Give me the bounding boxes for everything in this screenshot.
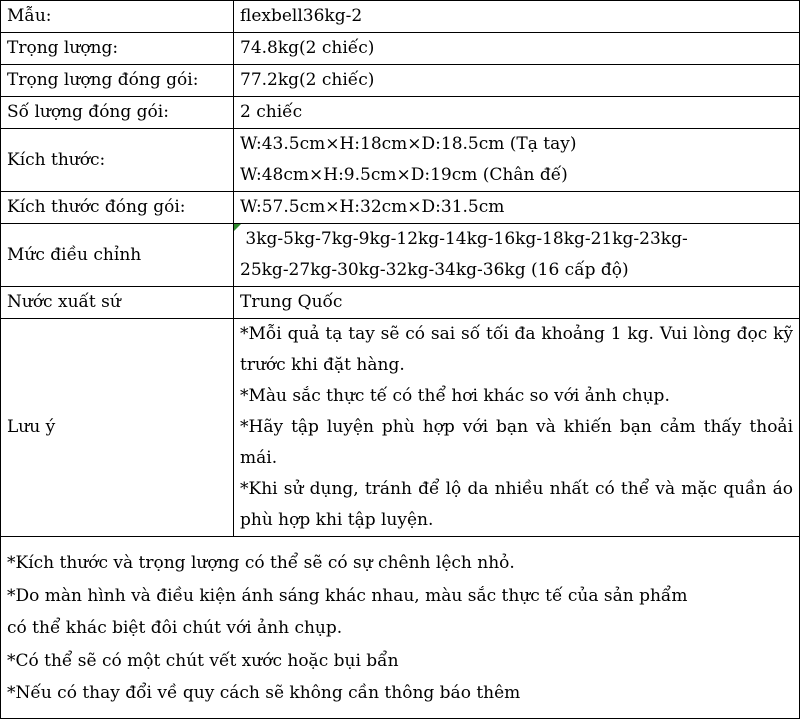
label-dimensions: Kích thước: — [1, 129, 234, 192]
value-weight-line: 74.8kg(2 chiếc) — [240, 38, 375, 58]
disclaimer-line: có thể khác biệt đôi chút với ảnh chụp. — [7, 618, 343, 638]
row-adjustment-levels — [1, 224, 799, 287]
value-package-dimensions-line: W:57.5cm×H:32cm×D:31.5cm — [240, 197, 505, 217]
disclaimer-line: *Có thể sẽ có một chút vết xước hoặc bụi bẩn — [7, 650, 399, 671]
cell-comment-marker — [234, 224, 241, 231]
value-package-weight — [234, 65, 800, 97]
row-origin — [1, 287, 799, 319]
value-dimensions-dumbbell: W:43.5cm×H:18cm×D:18.5cm (Tạ tay) — [240, 134, 577, 154]
disclaimer-block — [1, 537, 799, 710]
value-adjustment-levels-line-1: 3kg-5kg-7kg-9kg-12kg-14kg-16kg-18kg-21kg-23kg- — [240, 229, 688, 249]
spec-table — [1, 1, 799, 537]
disclaimer-line: *Do màn hình và điều kiện ánh sáng khác nhau, màu sắc thực tế của sản phẩm — [7, 585, 688, 606]
row-weight — [1, 33, 799, 65]
value-package-quantity-line: 2 chiếc — [240, 102, 303, 122]
value-package-quantity — [234, 97, 800, 129]
label-package-dimensions: Kích thước đóng gói: — [1, 192, 234, 224]
value-origin — [234, 287, 800, 319]
label-model: Mẫu: — [1, 1, 234, 33]
label-package-quantity: Số lượng đóng gói: — [1, 97, 234, 129]
value-model — [234, 1, 800, 33]
note-item: *Màu sắc thực tế có thể hơi khác so với ảnh chụp. — [240, 386, 670, 406]
value-dimensions-stand: W:48cm×H:9.5cm×D:19cm (Chân đế) — [240, 165, 568, 185]
label-weight: Trọng lượng: — [1, 33, 234, 65]
disclaimer-line: *Nếu có thay đổi về quy cách sẽ không cần thông báo thêm — [7, 683, 521, 703]
row-dimensions — [1, 129, 799, 192]
label-origin: Nước xuất sứ — [1, 287, 234, 319]
row-model — [1, 1, 799, 33]
value-adjustment-levels-line-2: 25kg-27kg-30kg-32kg-34kg-36kg (16 cấp độ) — [240, 260, 629, 280]
value-package-dimensions — [234, 192, 800, 224]
note-item: *Mỗi quả tạ tay sẽ có sai số tối đa khoảng 1 kg. Vui lòng đọc kỹ trước khi đặt hàng. — [240, 324, 793, 375]
value-weight — [234, 33, 800, 65]
value-package-weight-line: 77.2kg(2 chiếc) — [240, 70, 375, 90]
row-package-dimensions — [1, 192, 799, 224]
label-package-weight: Trọng lượng đóng gói: — [1, 65, 234, 97]
row-package-quantity — [1, 97, 799, 129]
note-item: *Khi sử dụng, tránh để lộ da nhiều nhất có thể và mặc quần áo phù hợp khi tập luyện. — [240, 479, 793, 530]
value-adjustment-levels — [234, 224, 800, 287]
value-dimensions — [234, 129, 800, 192]
disclaimer-line: *Kích thước và trọng lượng có thể sẽ có sự chênh lệch nhỏ. — [7, 553, 515, 573]
row-notes — [1, 319, 799, 537]
value-model-line: flexbell36kg-2 — [240, 6, 363, 26]
value-notes — [234, 319, 800, 537]
row-package-weight — [1, 65, 799, 97]
value-origin-line: Trung Quốc — [240, 292, 343, 312]
label-notes: Lưu ý — [1, 319, 234, 537]
note-item: *Hãy tập luyện phù hợp với bạn và khiến bạn cảm thấy thoải mái. — [240, 417, 793, 468]
label-adjustment-levels: Mức điều chỉnh — [1, 224, 234, 287]
